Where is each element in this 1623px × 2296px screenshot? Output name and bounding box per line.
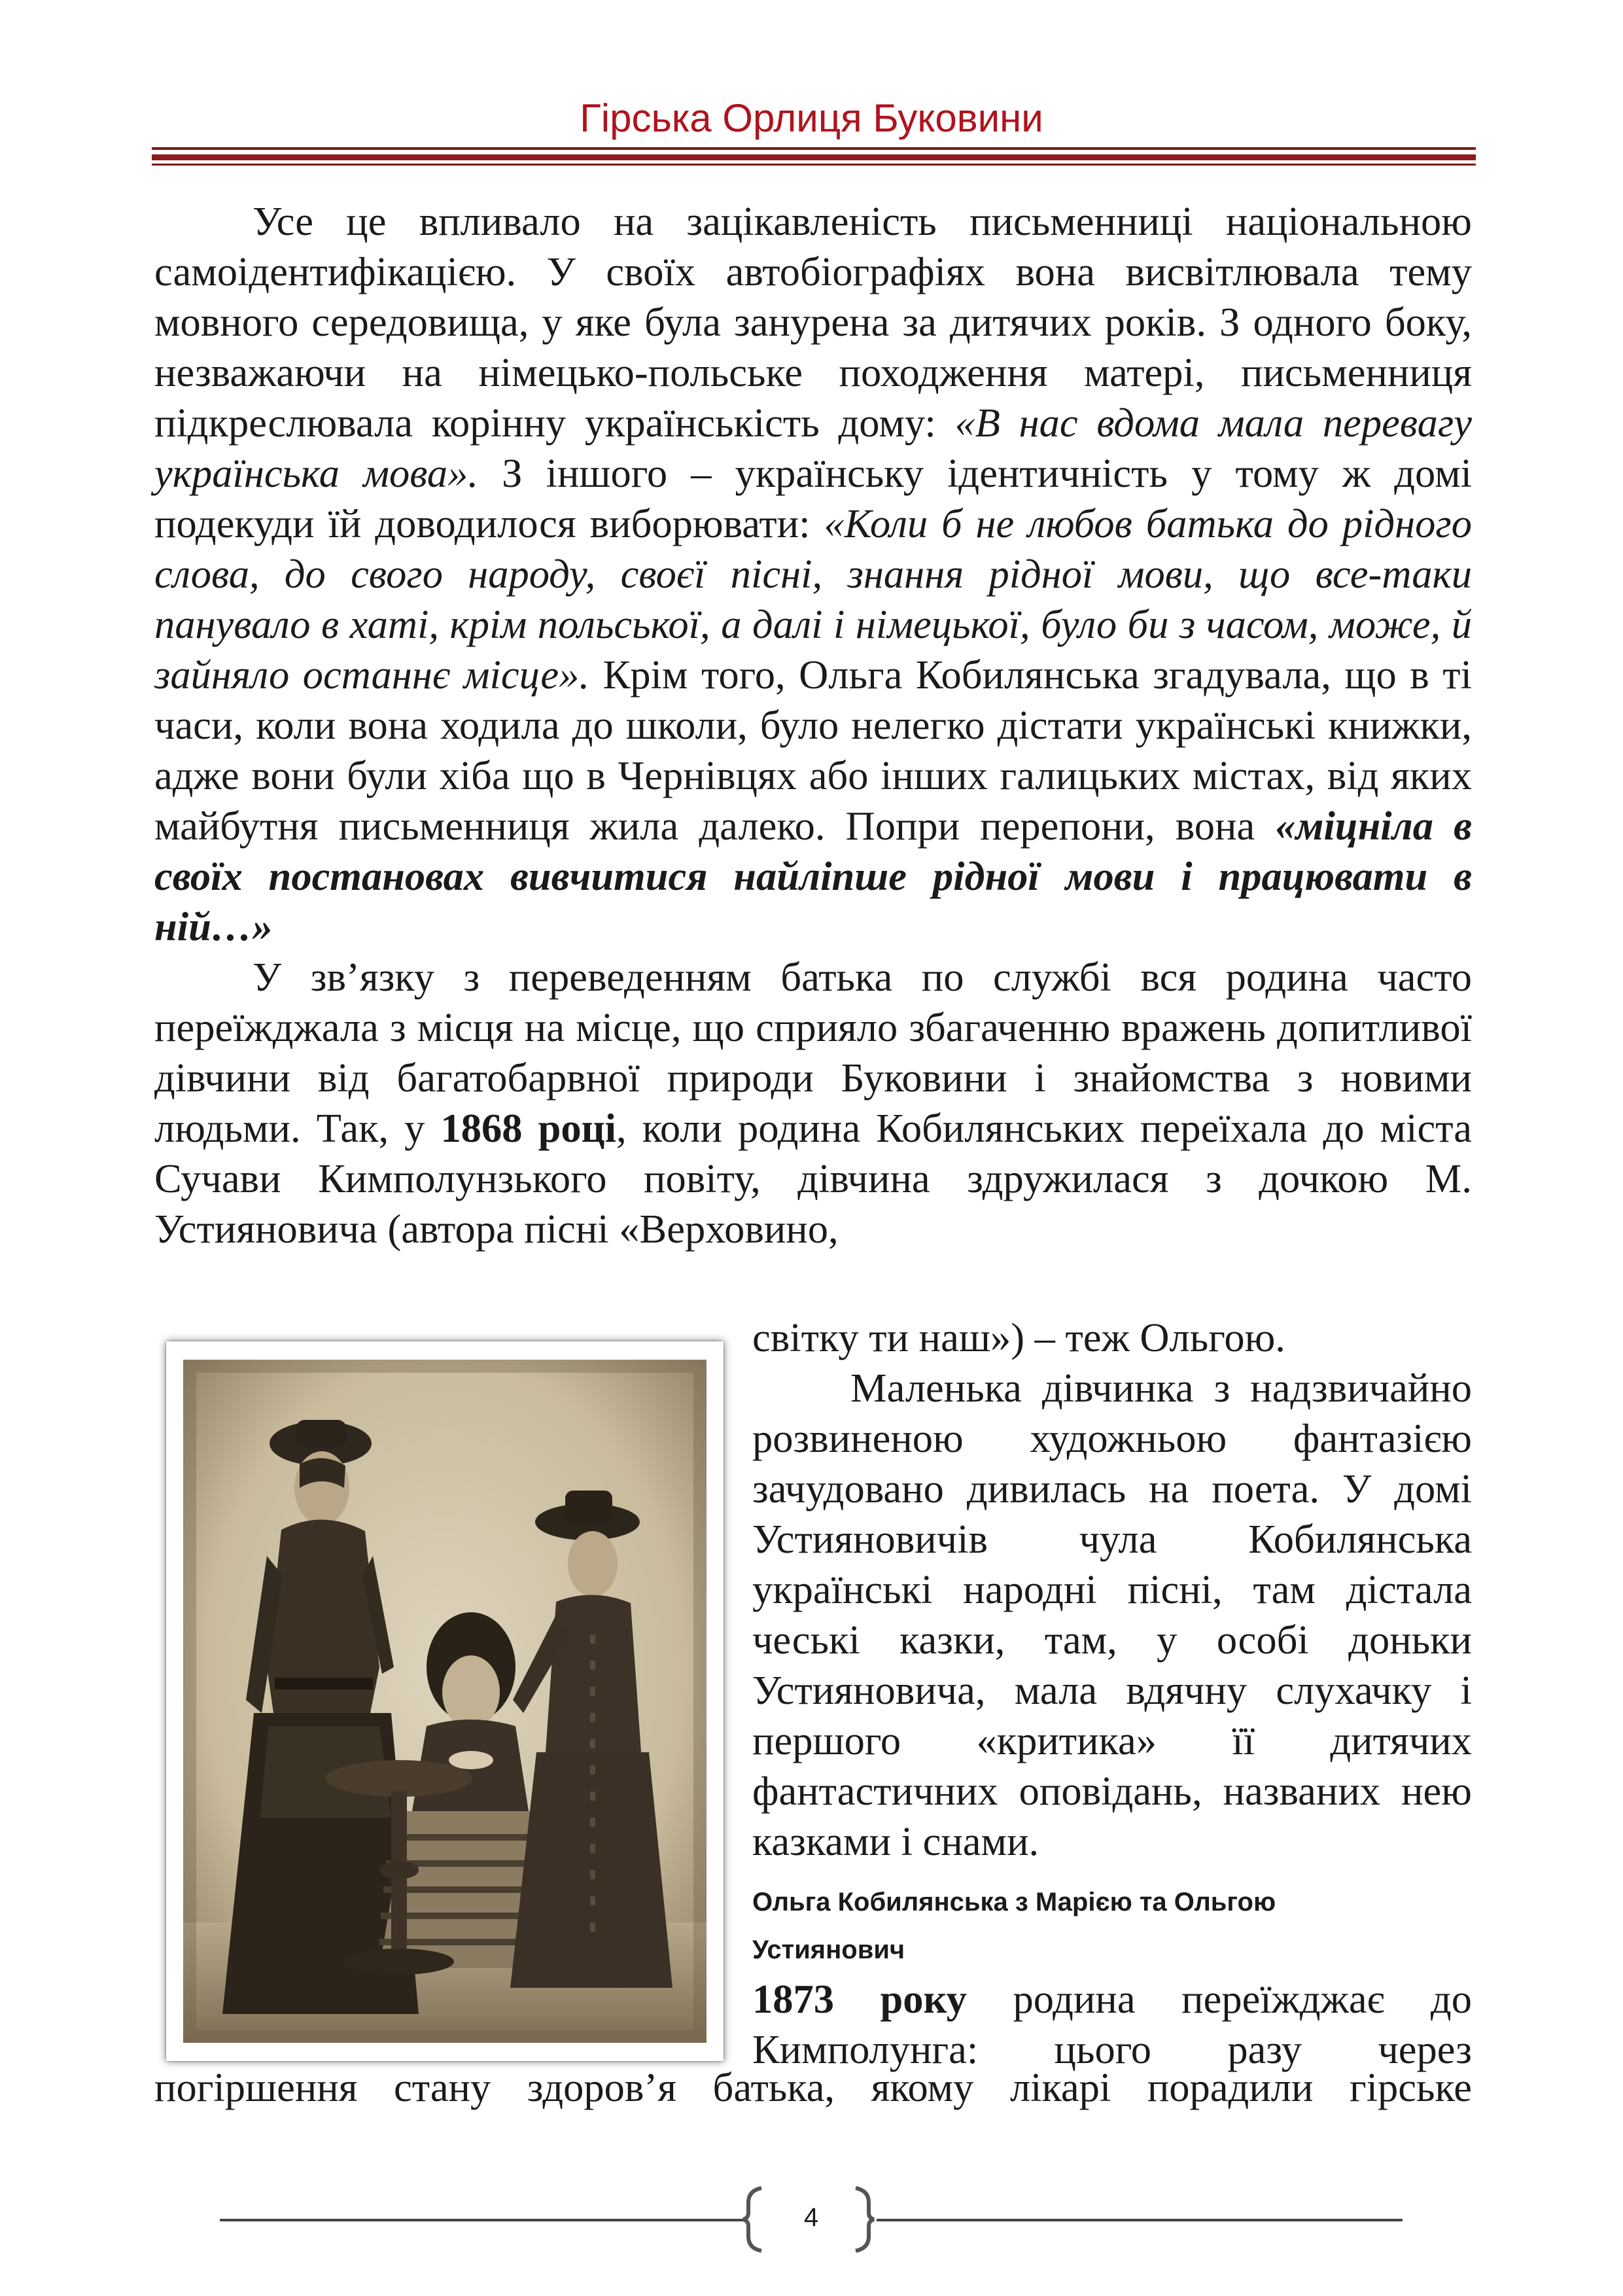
footer-line-left: [220, 2219, 743, 2221]
photo-caption: [752, 1879, 1472, 1974]
paragraph-1-part-2: З іншого – українську ідентичність у тому ж домі подекуди їй доводилося виборювати:: [154, 450, 1472, 546]
paragraph-2-continuation: світку ти наш») – теж Ольгою.: [752, 1315, 1285, 1360]
header-rule-top: [152, 147, 1476, 150]
quote-home-language: «В нас вдома мала перевагу українська мова».: [154, 400, 1472, 496]
paragraph-2-part-1: У зв’язку з переведенням батька по службі вся родина часто переїжджала з місця на місце, що сприяло збагаченню вражень допитливої дівчини від багатобарвної природи Буковини і знайомства з новими людьми. Так, у: [154, 954, 1472, 1151]
photo-caption-line-1: Ольга Кобилянська з Марією та Ольгою: [752, 1888, 1276, 1916]
paragraph-1-part-1: Усе це впливало на зацікавленість письменниці національною самоідентифікацією. У своїх автобіографіях вона висвітлювала тему мовного середовища, у яке була занурена за дитячих років. З одного боку, незважаючи на німецько-польське походження матері, письменниця підкреслювала корінну українськість дому:: [154, 198, 1472, 446]
paragraph-2: [154, 952, 1472, 1254]
paragraph-4-continuation: погіршення стану здоров’я батька, якому лікарі порадили гірське: [154, 2064, 1472, 2110]
year-1868: 1868 році: [440, 1105, 616, 1151]
quote-resolve: «міцніла в своїх постановах вивчитися найліпше рідної мови і працювати в ній…»: [154, 803, 1472, 949]
main-text-column: [154, 196, 1472, 1254]
paragraph-1-part-3: Крім того, Ольга Кобилянська згадувала, що в ті часи, коли вона ходила до школи, було нелегко дістати українські книжки, адже вони були хіба що в Чернівцях або інших галицьких містах, від яких майбутня письменниця жила далеко. Попри перепони, вона: [154, 652, 1472, 849]
paragraph-3: Маленька дівчинка з надзвичайно розвиненою художньою фантазією зачудовано дивилась на поета. У домі Устияновичів чула Кобилянська українські народні пісні, там дістала чеські казки, там, у особі доньки Устияновича, мала вдячну слухачку і першого «критика» її дитячих фантастичних оповідань, названих нею казками і снами.: [752, 1365, 1472, 1864]
right-brace-icon: [850, 2185, 877, 2253]
quote-fathers-love: «Коли б не любов батька до рідного слова, до свого народу, своєї пісні, знання рідної мови, що все-таки панувало в хаті, крім польської, а далі і німецької, було би з часом, може, й зайняло останнє місце».: [154, 501, 1472, 698]
side-text-column: [752, 1313, 1472, 2075]
year-1873: 1873 року: [752, 1976, 967, 2022]
photo-caption-line-2: Устиянович: [752, 1935, 905, 1964]
page-number: 4: [803, 2203, 819, 2232]
paragraph-4-part-1: родина переїжджає до Кимполунга: цього разу через: [752, 1976, 1472, 2072]
left-brace-icon: [741, 2185, 767, 2253]
header-rule-bottom: [152, 164, 1476, 166]
paragraph-2-part-2: , коли родина Кобилянських переїхала до міста Сучави Кимполунзького повіту, дівчина здружилася з дочкою М. Устияновича (автора пісні «Верховино,: [154, 1105, 1473, 1252]
footer-line-right: [877, 2219, 1403, 2221]
paragraph-1: [154, 196, 1472, 952]
header-rule-middle: [152, 154, 1476, 160]
photo-frame: [166, 1341, 724, 2061]
running-header-title: Гірська Орлиця Буковини: [580, 96, 1043, 140]
paragraph-4-start: [752, 1974, 1472, 2075]
sepia-photo-icon: [183, 1360, 707, 2043]
